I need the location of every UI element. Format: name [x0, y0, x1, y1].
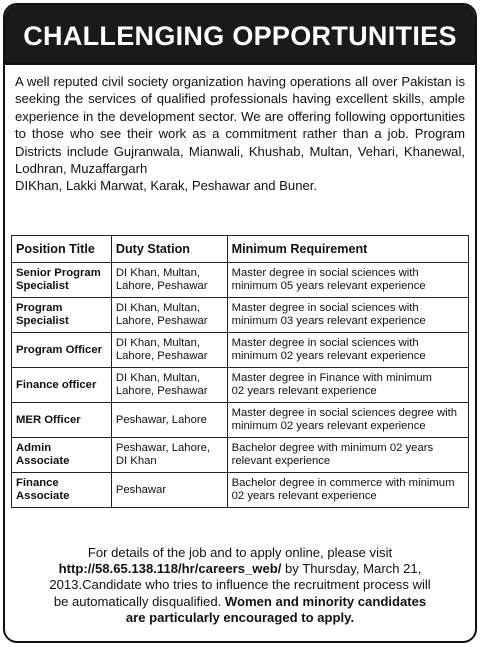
position-title-cell-line: Associate	[16, 455, 70, 467]
requirement-cell-line: Master degree in social sciences degree with	[231, 407, 458, 419]
table-row	[12, 263, 469, 298]
intro-line: excellent skills, ample experience in the development sector. We are	[15, 91, 465, 124]
position-title-cell-line: Specialist	[16, 315, 69, 327]
requirement-cell-line: Bachelor degree in commerce with minimum	[231, 477, 455, 489]
requirement-cell	[227, 473, 468, 508]
duty-station-cell-line: Peshawar	[115, 483, 167, 496]
position-title-cell	[12, 438, 112, 473]
requirement-cell	[227, 438, 468, 473]
requirement-cell-line: minimum 03 years relevant experience	[231, 315, 426, 327]
disqualification-text: be automatically disqualified.	[53, 593, 225, 609]
requirement-cell-line: 02 years relevant experience	[231, 385, 377, 397]
requirement-cell-line: Master degree in Finance with minimum	[231, 372, 432, 384]
duty-station-cell-line: Lahore, Peshawar	[115, 315, 208, 327]
requirement-cell-line: Master degree in social sciences with	[231, 267, 419, 279]
duty-station-cell	[111, 298, 227, 333]
position-title-cell-line: Senior Program	[16, 267, 101, 279]
column-header-duty-station: Duty Station	[111, 236, 227, 263]
duty-station-cell-line: DI Khan, Multan,	[115, 302, 200, 314]
position-title-cell	[12, 333, 112, 368]
position-title-cell	[12, 263, 112, 298]
requirement-cell-line: Master degree in social sciences with	[231, 337, 419, 349]
table-row	[12, 473, 469, 508]
requirement-cell	[227, 263, 468, 298]
position-title-cell-line: Admin	[16, 442, 52, 454]
requirement-cell	[227, 298, 468, 333]
duty-station-cell	[111, 403, 227, 438]
table-row	[12, 333, 469, 368]
requirement-cell-line: minimum 02 years relevant experience	[231, 420, 426, 432]
position-title-cell-line: Specialist	[16, 280, 69, 292]
requirement-cell	[227, 368, 468, 403]
position-title-cell-line: Associate	[16, 490, 70, 502]
table-row	[12, 403, 469, 438]
careers-link[interactable]: http://58.65.138.118/hr/careers_web/	[58, 561, 282, 577]
position-title-cell-line: Program	[16, 302, 63, 314]
duty-station-cell-line: Peshawar, Lahore	[115, 413, 207, 426]
position-title-cell	[12, 298, 112, 333]
ad-header	[5, 5, 475, 65]
table-row	[12, 368, 469, 403]
requirement-cell-line: minimum 02 years relevant experience	[231, 350, 426, 362]
footer-line: 2013.Candidate who tries to influence the recruitment process will	[49, 577, 431, 593]
position-title-cell-line: Finance officer	[16, 378, 97, 391]
application-instructions	[11, 545, 469, 626]
positions-table	[11, 235, 469, 508]
duty-station-cell-line: Lahore, Peshawar	[115, 350, 208, 362]
table-header-row	[12, 236, 469, 263]
duty-station-cell-line: DI Khan, Multan,	[115, 267, 200, 279]
intro-line: offering following opportunities to those who see their work as a	[15, 108, 466, 142]
requirement-cell-line: relevant experience	[231, 455, 331, 467]
duty-station-cell-line: DI Khan, Multan,	[115, 372, 200, 384]
table-row	[12, 298, 469, 333]
position-title-cell	[12, 473, 112, 508]
footer-line	[11, 610, 469, 626]
column-header-position: Position Title	[12, 236, 112, 263]
position-title-cell-line: Finance	[16, 477, 59, 489]
duty-station-cell-line: DI Khan	[115, 455, 157, 467]
position-title-cell-line: Program Officer	[16, 343, 103, 356]
duty-station-cell	[111, 438, 227, 473]
encouragement-text: are particularly encouraged to apply.	[125, 609, 355, 625]
footer-line	[11, 561, 469, 577]
position-title-cell-line: MER Officer	[16, 413, 81, 426]
intro-line: A well reputed civil society organization having operations all over	[15, 74, 398, 89]
encouragement-text: Women and minority candidates	[224, 593, 427, 609]
intro-line: Pakistan is seeking the services of qualified professionals having	[15, 74, 465, 107]
duty-station-cell	[111, 368, 227, 403]
column-header-requirement: Minimum Requirement	[227, 236, 468, 263]
requirement-cell	[227, 333, 468, 368]
duty-station-cell	[111, 473, 227, 508]
table-row	[12, 438, 469, 473]
intro-line: commitment rather than a job. Program Districts include Gujranwala,	[15, 126, 465, 159]
intro-line: Mianwali, Khushab, Multan, Vehari, Khanewal, Lodhran, Muzaffargarh	[15, 143, 466, 177]
requirement-cell-line: Master degree in social sciences with	[231, 302, 419, 314]
deadline-text: by Thursday, March 21,	[281, 561, 422, 577]
duty-station-cell-line: Lahore, Peshawar	[115, 280, 208, 292]
requirement-cell-line: 02 years relevant experience	[231, 490, 377, 502]
intro-paragraph	[15, 73, 465, 195]
job-advertisement	[3, 3, 477, 643]
ad-title: CHALLENGING OPPORTUNITIES	[23, 21, 457, 51]
duty-station-cell-line: DI Khan, Multan,	[115, 337, 200, 349]
duty-station-cell-line: Lahore, Peshawar	[115, 385, 208, 397]
footer-line: For details of the job and to apply online, please visit	[87, 545, 393, 560]
requirement-cell-line: Bachelor degree with minimum 02 years	[231, 442, 434, 454]
duty-station-cell	[111, 333, 227, 368]
footer-line	[11, 594, 469, 610]
intro-line: DIKhan, Lakki Marwat, Karak, Peshawar and Buner.	[15, 178, 318, 194]
position-title-cell	[12, 403, 112, 438]
duty-station-cell-line: Peshawar, Lahore,	[115, 442, 211, 454]
duty-station-cell	[111, 263, 227, 298]
requirement-cell	[227, 403, 468, 438]
requirement-cell-line: minimum 05 years relevant experience	[231, 280, 426, 292]
position-title-cell	[12, 368, 112, 403]
